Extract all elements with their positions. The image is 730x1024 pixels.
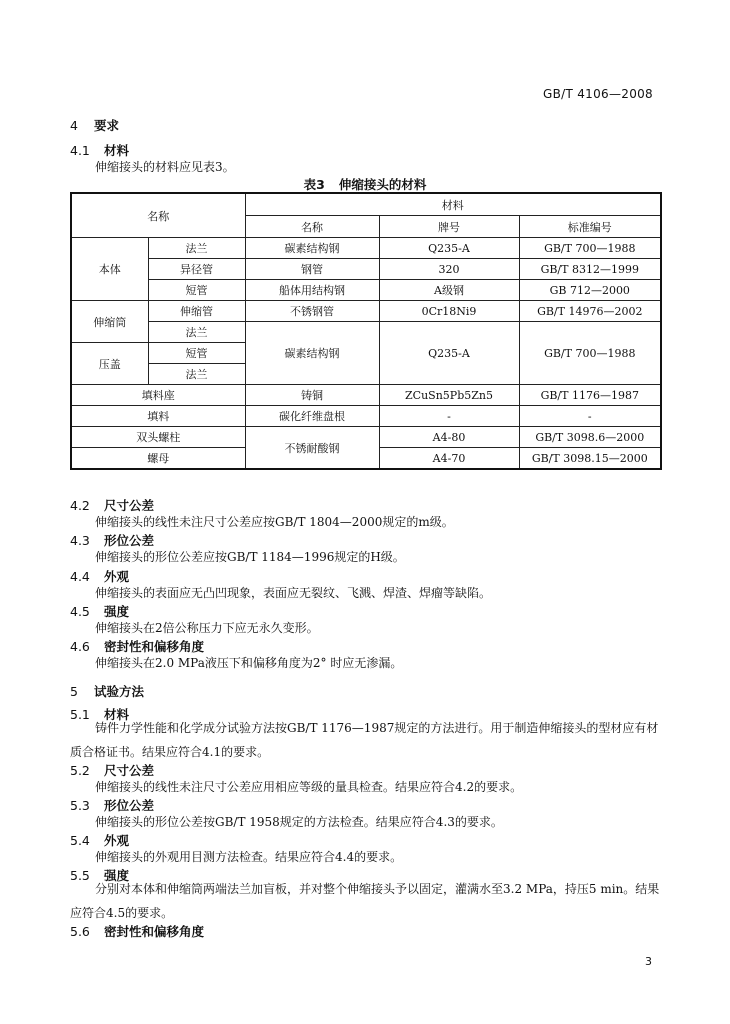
material-name-cell: 铸铜 xyxy=(245,385,379,406)
section-title: 材料 xyxy=(104,707,130,722)
part-cell: 法兰 xyxy=(148,364,245,385)
part-cell: 螺母 xyxy=(71,448,245,470)
section-number: 5.3 xyxy=(70,798,90,813)
table-title: 伸缩接头的材料 xyxy=(338,177,427,192)
standard-cell: GB/T 700—1988 xyxy=(519,238,661,259)
table-caption xyxy=(0,175,730,193)
table-header-row xyxy=(71,193,661,216)
section-title: 材料 xyxy=(104,143,130,158)
material-name-cell: 碳素结构钢 xyxy=(245,238,379,259)
material-name-cell: 钢管 xyxy=(245,259,379,280)
section-title: 外观 xyxy=(104,833,130,848)
grade-cell: - xyxy=(379,406,519,427)
section-number: 5.6 xyxy=(70,924,90,939)
header-grade: 牌号 xyxy=(379,216,519,238)
table-row xyxy=(71,259,661,280)
section-title: 试验方法 xyxy=(94,684,145,699)
table-number: 表3 xyxy=(303,177,325,192)
page-number: 3 xyxy=(645,955,652,968)
section-number: 4.6 xyxy=(70,639,90,654)
table-row xyxy=(71,301,661,322)
material-name-cell: 碳素结构钢 xyxy=(245,322,379,385)
section-number: 4.5 xyxy=(70,604,90,619)
section-4-5-heading xyxy=(70,602,129,620)
section-number: 4.1 xyxy=(70,143,90,158)
header-material-name: 名称 xyxy=(245,216,379,238)
section-4-3-heading xyxy=(70,531,154,549)
part-cell: 异径管 xyxy=(148,259,245,280)
section-title: 形位公差 xyxy=(104,798,155,813)
header-standard: 标准编号 xyxy=(519,216,661,238)
material-name-cell: 船体用结构钢 xyxy=(245,280,379,301)
part-cell: 双头螺柱 xyxy=(71,427,245,448)
standard-cell: GB 712—2000 xyxy=(519,280,661,301)
part-cell: 短管 xyxy=(148,343,245,364)
group-gland: 压盖 xyxy=(71,343,148,385)
standard-cell: GB/T 1176—1987 xyxy=(519,385,661,406)
section-5-1-text: 铸件力学性能和化学成分试验方法按GB/T 1176—1987规定的方法进行。用于制造伸缩接头的型材应有材质合格证书。结果应符合4.1的要求。 xyxy=(70,721,659,759)
header-name: 名称 xyxy=(71,193,245,238)
section-5-2-heading xyxy=(70,761,154,779)
section-5-6-heading xyxy=(70,922,204,940)
section-title: 强度 xyxy=(104,868,130,883)
section-4-4-heading xyxy=(70,567,129,585)
section-5-3-text: 伸缩接头的形位公差按GB/T 1958规定的方法检查。结果应符合4.3的要求。 xyxy=(95,815,503,829)
grade-cell: ZCuSn5Pb5Zn5 xyxy=(379,385,519,406)
section-number: 5.5 xyxy=(70,868,90,883)
grade-cell: 320 xyxy=(379,259,519,280)
table-row xyxy=(71,427,661,448)
section-title: 尺寸公差 xyxy=(104,498,155,513)
grade-cell: Q235-A xyxy=(379,322,519,385)
standard-cell: GB/T 8312—1999 xyxy=(519,259,661,280)
part-cell: 短管 xyxy=(148,280,245,301)
section-4-2-text: 伸缩接头的线性未注尺寸公差应按GB/T 1804—2000规定的m级。 xyxy=(95,515,454,529)
materials-table xyxy=(70,192,662,470)
group-body: 本体 xyxy=(71,238,148,301)
section-4-1-heading xyxy=(70,141,129,159)
part-cell: 法兰 xyxy=(148,322,245,343)
material-name-cell: 不锈耐酸钢 xyxy=(245,427,379,470)
section-title: 要求 xyxy=(94,118,120,133)
part-cell: 法兰 xyxy=(148,238,245,259)
section-4-4-text: 伸缩接头的表面应无凸凹现象，表面应无裂纹、飞溅、焊渣、焊瘤等缺陷。 xyxy=(95,586,492,600)
section-number: 5.4 xyxy=(70,833,90,848)
table-row xyxy=(71,385,661,406)
section-number: 4.3 xyxy=(70,533,90,548)
group-tube: 伸缩筒 xyxy=(71,301,148,343)
header-material: 材料 xyxy=(245,193,661,216)
section-4-6-text: 伸缩接头在2.0 MPa液压下和偏移角度为2° 时应无渗漏。 xyxy=(95,656,403,670)
section-title: 外观 xyxy=(104,569,130,584)
section-number: 5.2 xyxy=(70,763,90,778)
section-number: 5.1 xyxy=(70,707,90,722)
section-number: 4.2 xyxy=(70,498,90,513)
part-cell: 伸缩管 xyxy=(148,301,245,322)
document-code: GB/T 4106—2008 xyxy=(543,87,653,101)
section-number: 4 xyxy=(70,118,78,133)
grade-cell: A级钢 xyxy=(379,280,519,301)
grade-cell: Q235-A xyxy=(379,238,519,259)
section-4-1-text: 伸缩接头的材料应见表3。 xyxy=(95,160,235,174)
table-row xyxy=(71,322,661,343)
section-5-5-text: 分别对本体和伸缩筒两端法兰加盲板，并对整个伸缩接头予以固定，灌满水至3.2 MPa，持压5 min。结果应符合4.5的要求。 xyxy=(70,882,660,920)
section-5-4-text: 伸缩接头的外观用目测方法检查。结果应符合4.4的要求。 xyxy=(95,850,403,864)
section-5-heading xyxy=(70,682,144,700)
section-number: 4.4 xyxy=(70,569,90,584)
section-4-6-heading xyxy=(70,637,204,655)
grade-cell: A4-70 xyxy=(379,448,519,470)
section-4-3-text: 伸缩接头的形位公差应按GB/T 1184—1996规定的H级。 xyxy=(95,550,405,564)
section-4-2-heading xyxy=(70,496,154,514)
section-4-5-text: 伸缩接头在2倍公称压力下应无永久变形。 xyxy=(95,621,319,635)
standard-cell: GB/T 3098.6—2000 xyxy=(519,427,661,448)
grade-cell: A4-80 xyxy=(379,427,519,448)
section-5-3-heading xyxy=(70,796,154,814)
standard-cell: GB/T 700—1988 xyxy=(519,322,661,385)
standard-cell: GB/T 14976—2002 xyxy=(519,301,661,322)
part-cell: 填料座 xyxy=(71,385,245,406)
section-title: 密封性和偏移角度 xyxy=(104,639,205,654)
section-title: 密封性和偏移角度 xyxy=(104,924,205,939)
section-number: 5 xyxy=(70,684,78,699)
table-row xyxy=(71,406,661,427)
part-cell: 填料 xyxy=(71,406,245,427)
section-5-4-heading xyxy=(70,831,129,849)
section-title: 尺寸公差 xyxy=(104,763,155,778)
material-name-cell: 碳化纤维盘根 xyxy=(245,406,379,427)
table-row xyxy=(71,280,661,301)
section-title: 强度 xyxy=(104,604,130,619)
section-title: 形位公差 xyxy=(104,533,155,548)
grade-cell: 0Cr18Ni9 xyxy=(379,301,519,322)
material-name-cell: 不锈钢管 xyxy=(245,301,379,322)
section-5-2-text: 伸缩接头的线性未注尺寸公差应用相应等级的量具检查。结果应符合4.2的要求。 xyxy=(95,780,523,794)
standard-cell: GB/T 3098.15—2000 xyxy=(519,448,661,470)
table-row xyxy=(71,238,661,259)
section-4-heading xyxy=(70,116,119,134)
standard-cell: - xyxy=(519,406,661,427)
